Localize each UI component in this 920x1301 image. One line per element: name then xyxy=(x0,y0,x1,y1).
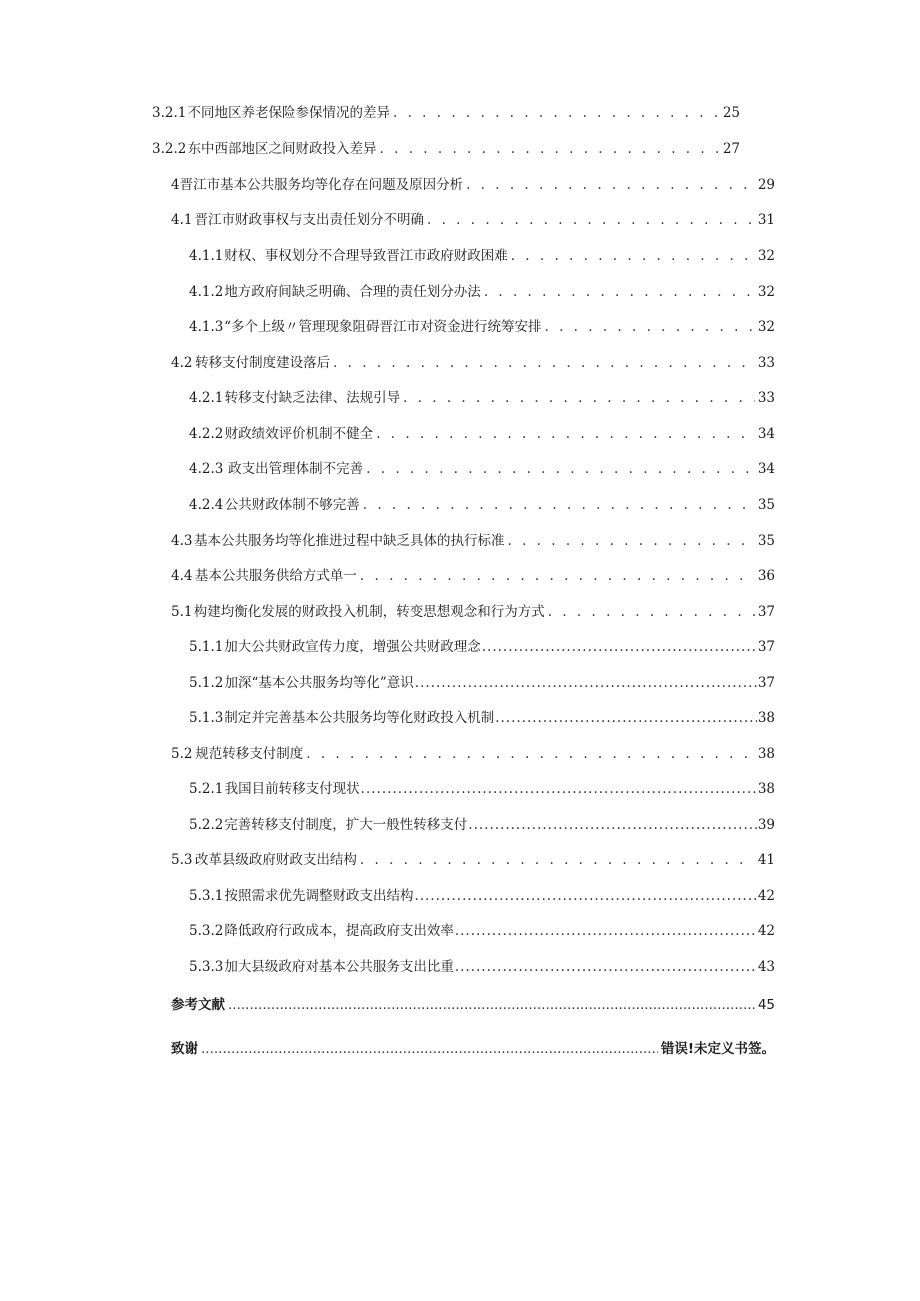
toc-title: 规范转移支付制度 xyxy=(195,746,304,762)
toc-title: 东中西部地区之间财政投入差异 xyxy=(187,141,377,157)
dot-leader xyxy=(333,353,755,373)
toc-entry[interactable] xyxy=(171,175,775,195)
toc-entry[interactable] xyxy=(189,317,775,337)
toc-number: 4.1 xyxy=(171,212,193,228)
toc-title: 致谢 xyxy=(171,1041,198,1057)
toc-entry[interactable] xyxy=(189,388,775,408)
toc-page-number: 38 xyxy=(757,746,775,762)
toc-entry-acknowledgements[interactable] xyxy=(171,1039,775,1059)
toc-title: 转移支付制度建设落后 xyxy=(195,355,331,371)
toc-entry[interactable] xyxy=(152,103,740,123)
toc-page-number: 36 xyxy=(757,568,775,584)
toc-title: 财政绩效评价机制不健全 xyxy=(224,426,374,442)
dot-leader xyxy=(403,388,755,408)
toc-number: 5.1.1 xyxy=(189,639,224,655)
toc-page-number: 39 xyxy=(757,817,775,833)
toc-title: 公共财政体制不够完善 xyxy=(224,497,360,513)
toc-entry[interactable] xyxy=(189,282,775,302)
toc-entry-references[interactable] xyxy=(171,995,775,1015)
toc-entry[interactable] xyxy=(152,139,740,159)
toc-entry[interactable] xyxy=(189,957,775,977)
toc-entry[interactable] xyxy=(189,779,775,799)
toc-number: 4 xyxy=(171,177,180,193)
dot-leader xyxy=(360,566,755,586)
toc-number: 4.1.3 xyxy=(189,319,224,335)
dot-leader xyxy=(361,779,757,799)
toc-number: 3.2.2 xyxy=(152,141,187,157)
toc-page-number: 38 xyxy=(757,781,775,797)
toc-title: 按照需求优先调整财政支出结构 xyxy=(224,888,414,904)
toc-title: 加大公共财政宣传力度，增强公共财政理念 xyxy=(224,639,481,655)
toc-page-number: 33 xyxy=(757,390,775,406)
toc-entry[interactable] xyxy=(189,459,775,479)
toc-entry[interactable] xyxy=(171,353,775,373)
toc-page-number: 45 xyxy=(757,997,775,1013)
dot-leader xyxy=(376,424,755,444)
toc-title: 改革县级政府财政支出结构 xyxy=(194,852,357,868)
toc-title: 加深“基本公共服务均等化”意识 xyxy=(224,675,414,691)
dot-leader xyxy=(482,637,757,657)
toc-page-number: 43 xyxy=(757,959,775,975)
dot-leader xyxy=(548,602,755,622)
toc-entry[interactable] xyxy=(171,602,775,622)
toc-number: 4.2 xyxy=(171,355,193,371)
toc-entry[interactable] xyxy=(171,210,775,230)
dot-leader xyxy=(366,459,755,479)
dot-leader xyxy=(455,921,757,941)
toc-title: 完善转移支付制度，扩大一般性转移支付 xyxy=(224,817,468,833)
dot-leader xyxy=(360,850,755,870)
toc-entry[interactable] xyxy=(171,850,775,870)
dot-leader xyxy=(201,1039,658,1059)
toc-entry[interactable] xyxy=(189,637,775,657)
toc-page-number: 34 xyxy=(757,461,775,477)
toc-page-number: 34 xyxy=(757,426,775,442)
toc-title: “多个上级〃管理现象阻碍晋江市对资金进行统筹安排 xyxy=(224,319,542,335)
toc-page-number: 37 xyxy=(757,675,775,691)
toc-title: 基本公共服务供给方式单一 xyxy=(194,568,357,584)
toc-number: 4.1.2 xyxy=(189,284,224,300)
toc-page-number: 35 xyxy=(757,497,775,513)
toc-page-number: 42 xyxy=(757,923,775,939)
dot-leader xyxy=(511,246,755,266)
dot-leader xyxy=(545,317,755,337)
dot-leader xyxy=(363,495,755,515)
toc-page-number: 33 xyxy=(757,355,775,371)
toc-title: 不同地区养老保险参保情况的差异 xyxy=(187,105,391,121)
toc-title: 基本公共服务均等化推进过程中缺乏具体的执行标准 xyxy=(194,533,505,549)
toc-page-number: 32 xyxy=(757,319,775,335)
dot-leader xyxy=(508,531,755,551)
toc-number: 5.1.2 xyxy=(189,675,224,691)
toc-title: 地方政府间缺乏明确、合理的责任划分办法 xyxy=(224,284,481,300)
dot-leader xyxy=(468,815,757,835)
toc-page-number: 25 xyxy=(722,105,740,121)
toc-title: 转移支付缺乏法律、法规引导 xyxy=(224,390,401,406)
toc-page-number: 32 xyxy=(757,284,775,300)
toc-entry[interactable] xyxy=(189,708,775,728)
toc-number: 4.2.4 xyxy=(189,497,224,513)
toc-page-number: 37 xyxy=(757,604,775,620)
toc-number: 5.2.1 xyxy=(189,781,224,797)
toc-number: 5.1 xyxy=(171,604,193,620)
toc-entry[interactable] xyxy=(189,246,775,266)
toc-number: 4.2.3 xyxy=(189,461,224,477)
toc-number: 5.2 xyxy=(171,746,193,762)
toc-title: 晋江市基本公共服务均等化存在问题及原因分析 xyxy=(179,177,464,193)
toc-number: 4.3 xyxy=(171,533,193,549)
dot-leader xyxy=(427,210,755,230)
toc-number: 5.2.2 xyxy=(189,817,224,833)
toc-entry[interactable] xyxy=(189,495,775,515)
toc-page-number: 38 xyxy=(757,710,775,726)
toc-title: 晋江市财政事权与支出责任划分不明确 xyxy=(194,212,425,228)
dot-leader xyxy=(466,175,755,195)
toc-entry[interactable] xyxy=(189,673,775,693)
toc-entry[interactable] xyxy=(189,921,775,941)
toc-number: 5.3.2 xyxy=(189,923,224,939)
toc-entry[interactable] xyxy=(189,815,775,835)
toc-entry[interactable] xyxy=(189,424,775,444)
toc-number: 4.1.1 xyxy=(189,248,224,264)
toc-number: 4.2.2 xyxy=(189,426,224,442)
toc-number: 3.2.1 xyxy=(152,105,187,121)
toc-page-number: 29 xyxy=(757,177,775,193)
toc-page-number: 32 xyxy=(757,248,775,264)
toc-page-number: 27 xyxy=(722,141,740,157)
toc-page-number: 35 xyxy=(757,533,775,549)
bookmark-error-text: 错误!未定义书签。 xyxy=(660,1041,775,1057)
toc-entry[interactable] xyxy=(171,744,775,764)
toc-title: 参考文献 xyxy=(171,997,225,1013)
toc-entry[interactable] xyxy=(171,531,775,551)
dot-leader xyxy=(415,673,757,693)
toc-number: 5.3.1 xyxy=(189,888,224,904)
toc-title: 制定并完善基本公共服务均等化财政投入机制 xyxy=(224,710,495,726)
toc-page-number: 31 xyxy=(757,212,775,228)
toc-number: 5.3.3 xyxy=(189,959,224,975)
toc-page-number: 42 xyxy=(757,888,775,904)
toc-title: 加大县级政府对基本公共服务支出比重 xyxy=(224,959,454,975)
toc-number: 4.2.1 xyxy=(189,390,224,406)
toc-title: 政支出管理体制不完善 xyxy=(228,461,364,477)
dot-leader xyxy=(380,139,720,159)
toc-title: 构建均衡化发展的财政投入机制，转变思想观念和行为方式 xyxy=(193,604,545,620)
toc-title: 降低政府行政成本，提高政府支出效率 xyxy=(224,923,454,939)
dot-leader xyxy=(393,103,720,123)
dot-leader xyxy=(414,886,756,906)
dot-leader xyxy=(228,995,755,1015)
toc-entry[interactable] xyxy=(189,886,775,906)
toc-number: 4.4 xyxy=(171,568,193,584)
toc-entry[interactable] xyxy=(171,566,775,586)
toc-page-number: 37 xyxy=(757,639,775,655)
dot-leader xyxy=(495,708,757,728)
toc-title: 财权、事权划分不合理导致晋江市政府财政困难 xyxy=(224,248,508,264)
dot-leader xyxy=(306,744,755,764)
dot-leader xyxy=(455,957,757,977)
dot-leader xyxy=(484,282,755,302)
toc-title: 我国目前转移支付现状 xyxy=(224,781,360,797)
toc-number: 5.3 xyxy=(171,852,193,868)
toc-page-number: 41 xyxy=(757,852,775,868)
toc-number: 5.1.3 xyxy=(189,710,224,726)
